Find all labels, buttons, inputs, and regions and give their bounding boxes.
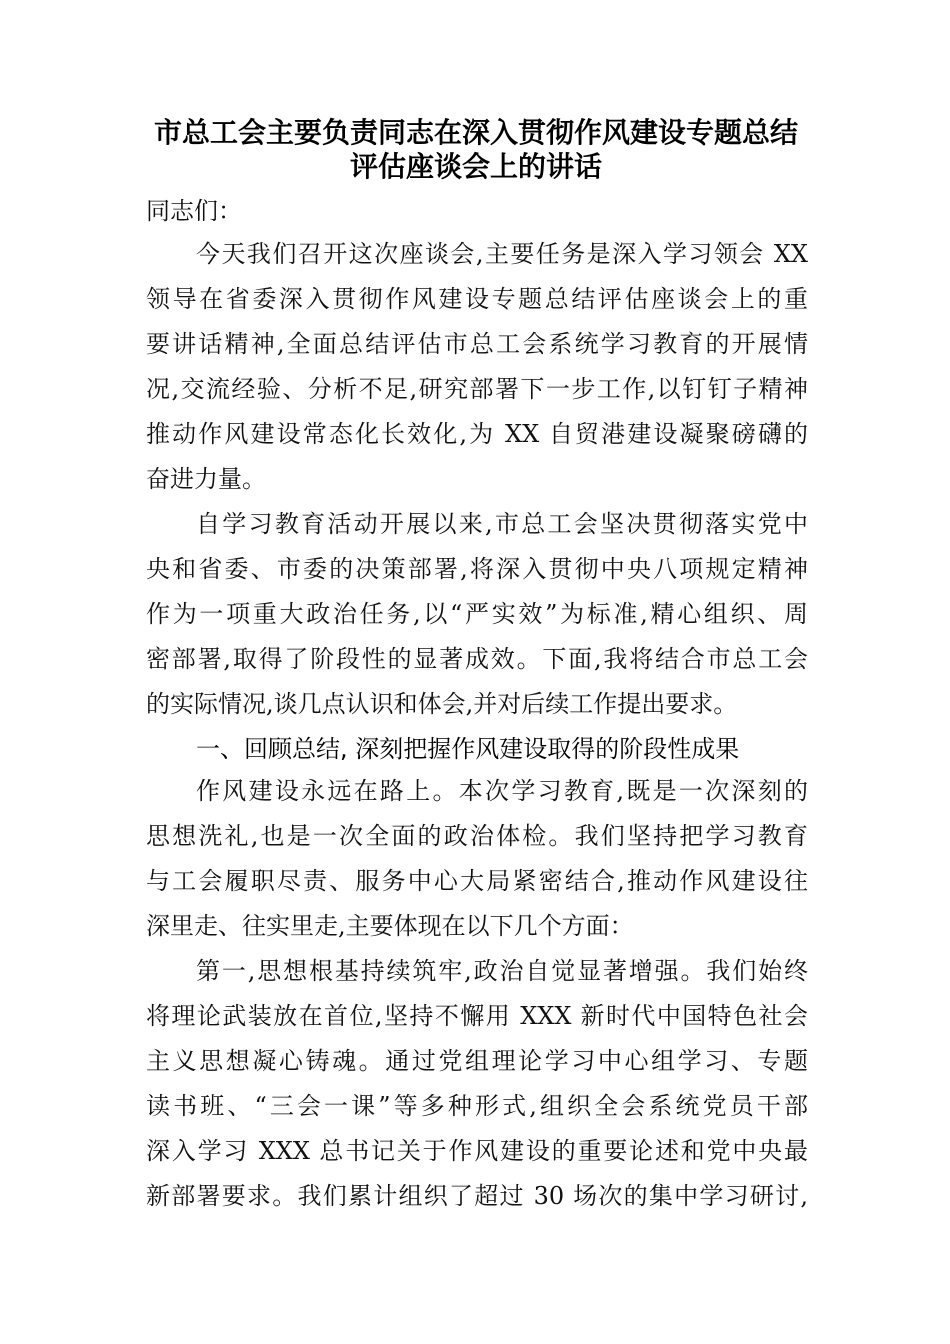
- paragraph-2-line-1: 自学习教育活动开展以来,市总工会坚决贯彻落实党中: [196, 510, 808, 538]
- paragraph-1-line-3: 要讲话精神,全面总结评估市总工会系统学习教育的开展情: [146, 330, 808, 358]
- paragraph-1-line-5: 推动作风建设常态化长效化,为 XX 自贸港建设凝聚磅礴的: [146, 420, 808, 448]
- section-paragraph-1-line-2: 思想洗礼,也是一次全面的政治体检。我们坚持把学习教育: [146, 822, 808, 850]
- section-paragraph-2-line-4: 读书班、“三会一课”等多种形式,组织全会系统党员干部: [146, 1092, 808, 1120]
- paragraph-1-line-2: 领导在省委深入贯彻作风建设专题总结评估座谈会上的重: [146, 285, 808, 313]
- section-paragraph-1-line-4: 深里走、往实里走,主要体现在以下几个方面：: [146, 912, 634, 940]
- section-paragraph-2-line-5: 深入学习 XXX 总书记关于作风建设的重要论述和党中央最: [146, 1137, 808, 1165]
- salutation: 同志们：: [146, 197, 242, 225]
- section-paragraph-1-line-3: 与工会履职尽责、服务中心大局紧密结合,推动作风建设往: [146, 867, 808, 895]
- paragraph-2-line-5: 的实际情况,谈几点认识和体会,并对后续工作提出要求。: [146, 690, 738, 718]
- document-title-line-1: 市总工会主要负责同志在深入贯彻作风建设专题总结: [153, 116, 798, 149]
- document-title-line-2: 评估座谈会上的讲话: [349, 150, 602, 183]
- paragraph-2-line-3: 作为一项重大政治任务,以“严实效”为标准,精心组织、周: [146, 600, 808, 628]
- section-paragraph-1-line-1: 作风建设永远在路上。本次学习教育,既是一次深刻的: [196, 777, 808, 805]
- paragraph-1-line-4: 况,交流经验、分析不足,研究部署下一步工作,以钉钉子精神: [146, 375, 808, 403]
- paragraph-1-line-6: 奋进力量。: [146, 465, 266, 493]
- section-heading-1: 一、回顾总结, 深刻把握作风建设取得的阶段性成果: [196, 735, 740, 763]
- paragraph-1-line-1: 今天我们召开这次座谈会,主要任务是深入学习领会 XX: [196, 240, 808, 268]
- section-paragraph-2-line-2: 将理论武装放在首位,坚持不懈用 XXX 新时代中国特色社会: [146, 1002, 808, 1030]
- section-paragraph-2-line-3: 主义思想凝心铸魂。通过党组理论学习中心组学习、专题: [146, 1047, 808, 1075]
- section-paragraph-2-line-6: 新部署要求。我们累计组织了超过 30 场次的集中学习研讨,: [146, 1182, 808, 1210]
- paragraph-2-line-2: 央和省委、市委的决策部署,将深入贯彻中央八项规定精神: [146, 555, 808, 583]
- section-paragraph-2-line-1: 第一,思想根基持续筑牢,政治自觉显著增强。我们始终: [196, 957, 808, 985]
- paragraph-2-line-4: 密部署,取得了阶段性的显著成效。下面,我将结合市总工会: [146, 645, 808, 673]
